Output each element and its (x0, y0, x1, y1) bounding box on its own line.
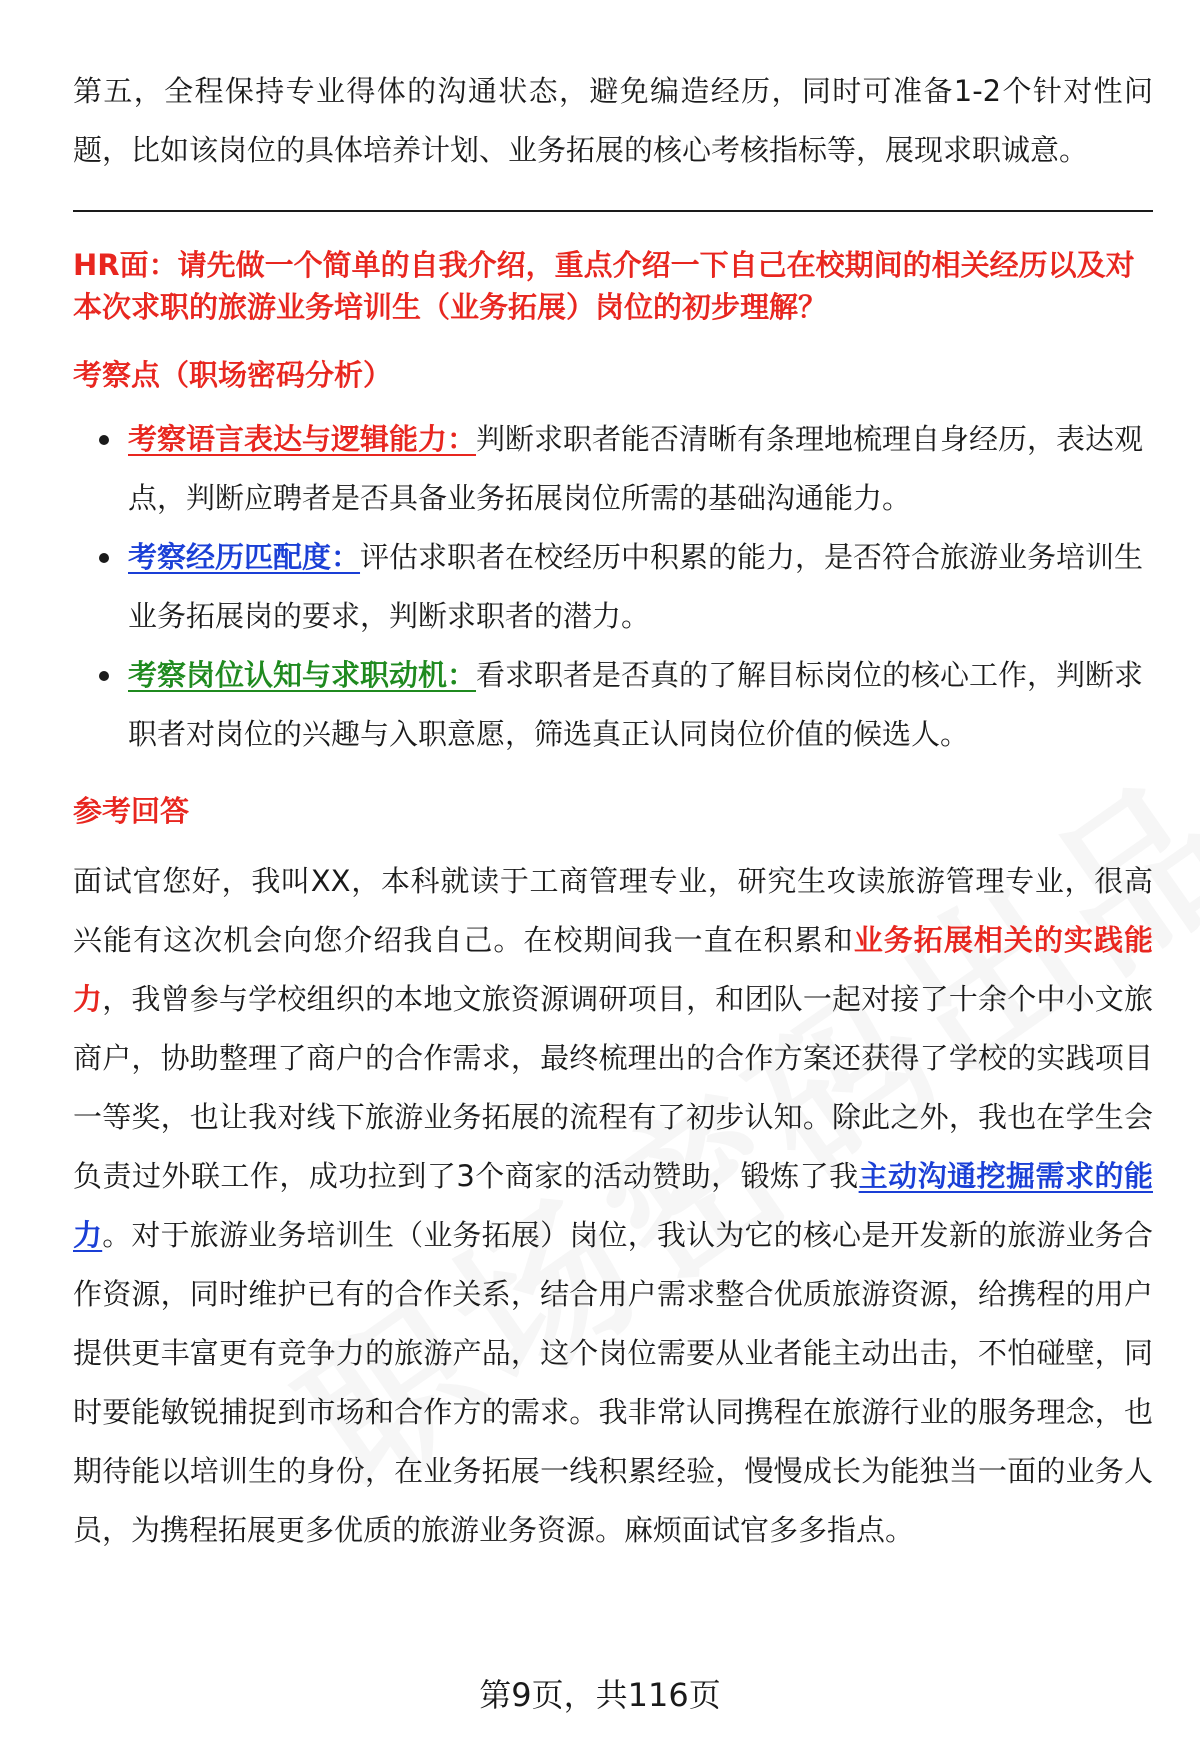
bullet-icon (99, 671, 109, 681)
assessment-item-experience (73, 528, 1153, 646)
reference-heading: 参考回答 (73, 794, 190, 828)
assessment-keyword: 考察语言表达与逻辑能力： (128, 422, 477, 456)
reference-answer (73, 852, 1153, 1560)
intro-paragraph: 第五，全程保持专业得体的沟通状态，避免编造经历，同时可准备1-2个针对性问题，比如该岗位的具体培养计划、业务拓展的核心考核指标等，展现求职诚意。 (73, 74, 1153, 167)
reference-text: ，我曾参与学校组织的本地文旅资源调研项目，和团队一起对接了十余个中小文旅商户，协助整理了商户的合作需求，最终梳理出的合作方案还获得了学校的实践项目一等奖，也让我对线下旅游业务拓展的流程有了初步认知。除此之外，我也在学生会负责过外联工作，成功拉到了3个商家的活动赞助，锻炼了我 (73, 982, 1153, 1193)
bullet-icon (99, 553, 109, 563)
assessment-text: 评估求职者在校经历中积累的能力，是否符合旅游业务培训生业务拓展岗的要求，判断求职者的潜力。 (128, 540, 1144, 633)
assessment-text: 看求职者是否真的了解目标岗位的核心工作，判断求职者对岗位的兴趣与入职意愿，筛选真正认同岗位价值的候选人。 (128, 658, 1144, 751)
assessment-text: 判断求职者能否清晰有条理地梳理自身经历，表达观点，判断应聘者是否具备业务拓展岗位所需的基础沟通能力。 (128, 422, 1144, 515)
assessment-heading: 考察点（职场密码分析） (73, 358, 393, 392)
bullet-icon (99, 435, 109, 445)
assessment-item-language (73, 410, 1153, 528)
section-divider (73, 210, 1153, 212)
assessment-item-motivation (73, 646, 1153, 764)
reference-highlight-blue: 主动沟通挖掘需求的能力 (73, 1159, 1153, 1252)
page-content (73, 62, 1153, 1560)
reference-highlight-red: 业务拓展相关的实践能力 (73, 923, 1153, 1016)
page-number: 第9页，共116页 (479, 1676, 721, 1714)
reference-text: 。对于旅游业务培训生（业务拓展）岗位，我认为它的核心是开发新的旅游业务合作资源，同时维护已有的合作关系，结合用户需求整合优质旅游资源，给携程的用户提供更丰富更有竞争力的旅游产品，这个岗位需要从业者能主动出击，不怕碰壁，同时要能敏锐捕捉到市场和合作方的需求。我非常认同携程在旅游行业的服务理念，也期待能以培训生的身份，在业务拓展一线积累经验，慢慢成长为能独当一面的业务人员，为携程拓展更多优质的旅游业务资源。麻烦面试官多多指点。 (73, 1218, 1153, 1547)
assessment-list (73, 410, 1153, 764)
hr-question: HR面：请先做一个简单的自我介绍，重点介绍一下自己在校期间的相关经历以及对本次求职的旅游业务培训生（业务拓展）岗位的初步理解？ (73, 248, 1135, 324)
assessment-keyword: 考察岗位认知与求职动机： (128, 658, 477, 692)
reference-text: 面试官您好，我叫XX，本科就读于工商管理专业，研究生攻读旅游管理专业，很高兴能有这次机会向您介绍我自己。在校期间我一直在积累和 (73, 864, 1153, 957)
assessment-keyword: 考察经历匹配度： (128, 540, 361, 574)
